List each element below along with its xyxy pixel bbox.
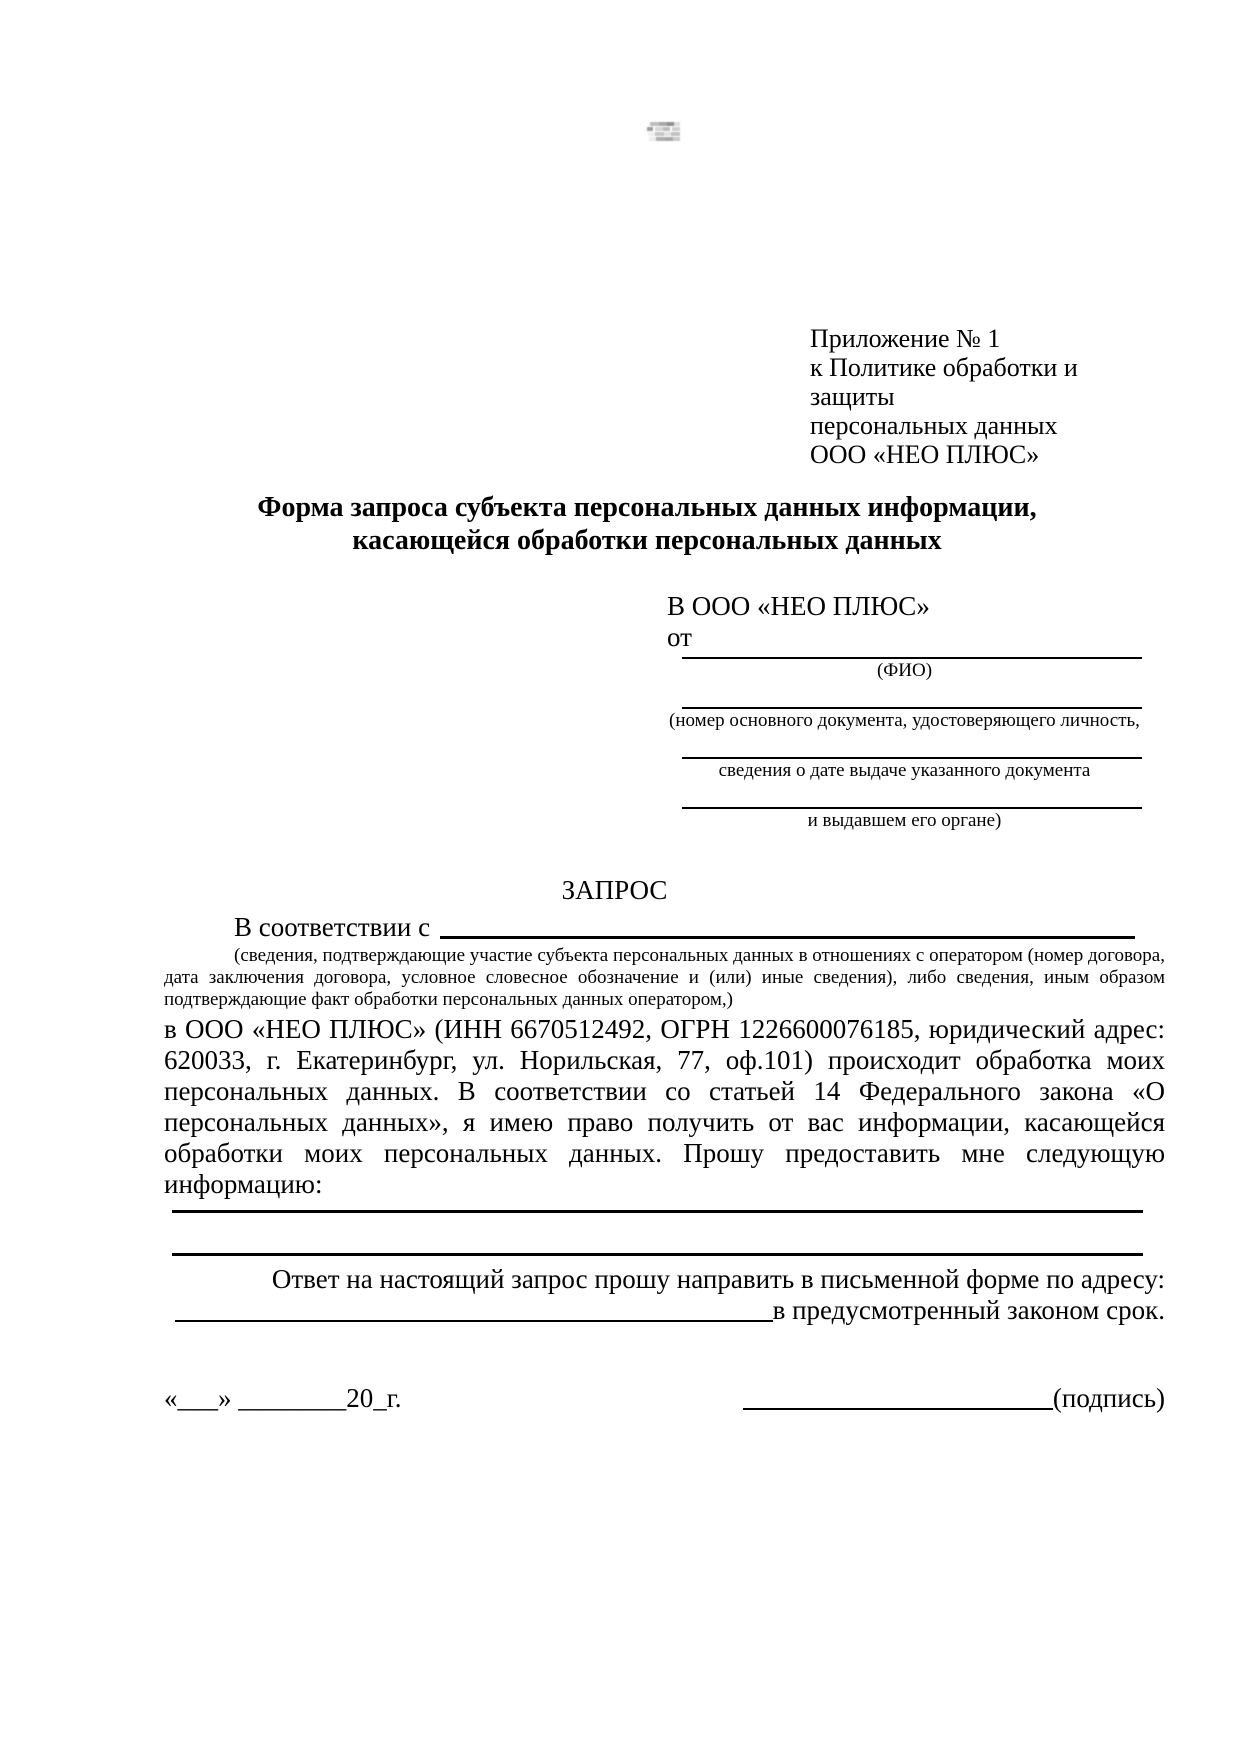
addressee-from-label: от [667, 622, 692, 652]
issuing-authority-field [667, 807, 1142, 831]
info-fill-in-line-2 [172, 1253, 1143, 1256]
request-heading: ЗАПРОС [561, 875, 668, 905]
fio-field [667, 657, 1142, 681]
issue-date-field-label: сведения о дате выдаче указанного документа [718, 760, 1091, 781]
signature-fill-in-line [743, 1408, 1053, 1410]
addressee-block [667, 591, 1142, 831]
intro-line [164, 912, 1165, 943]
info-fill-in-line-1 [172, 1210, 1143, 1213]
address-fill-in-line [175, 1320, 773, 1322]
document-number-field [667, 707, 1142, 731]
appendix-line: персональных данных [810, 411, 1058, 440]
form-title-line-2: касающейся обработки персональных данных [352, 525, 942, 556]
fio-field-label: (ФИО) [876, 660, 933, 681]
appendix-block [810, 324, 1165, 469]
reply-address-line [164, 1295, 1165, 1326]
date-blank: «___» ________20_г. [164, 1383, 402, 1413]
page-content [164, 0, 1165, 1414]
reply-instruction: Ответ на настоящий запрос прошу направить в письменной форме по адресу: [271, 1264, 1165, 1294]
request-body: в ООО «НЕО ПЛЮС» (ИНН 6670512492, ОГРН 1226600076185, юридический адрес: 620033, г. Екатеринбург, ул. Норильская, 77, оф.101) происходит обработка моих персональных данных. В соответствии со статьей 14 Федерального закона «О персональных данных», я имею право получить от вас информации, касающейся обработки моих персональных данных. Прошу предоставить мне следующую информацию: [164, 1014, 1165, 1199]
appendix-line: к Политике обработки и защиты [810, 353, 1078, 411]
signature-row [164, 1383, 1165, 1414]
appendix-line: ООО «НЕО ПЛЮС» [810, 440, 1040, 469]
reply-deadline-text: в предусмотренный законом срок. [772, 1295, 1165, 1325]
intro-text: В соответствии с [234, 912, 431, 942]
issuing-authority-field-label: и выдавшем его органе) [807, 810, 1002, 831]
fine-print-note: (сведения, подтверждающие участие субъекта персональных данных в отношениях с оператором (номер договора, дата заключения договора, условное словесное обозначение и (или) иные сведения), либо сведения, иным образом подтверждающие факт обработки персональных данных оператором,) [164, 945, 1165, 1010]
signature-label: (подпись) [1052, 1383, 1165, 1413]
appendix-line: Приложение № 1 [810, 324, 1001, 353]
form-title [164, 491, 1165, 557]
basis-fill-in-line [440, 936, 1135, 939]
addressee-to: В ООО «НЕО ПЛЮС» [667, 591, 930, 621]
form-title-line-1: Форма запроса субъекта персональных данных информации, [257, 492, 1037, 523]
issue-date-field [667, 757, 1142, 781]
document-number-field-label: (номер основного документа, удостоверяющего личность, [669, 710, 1140, 731]
